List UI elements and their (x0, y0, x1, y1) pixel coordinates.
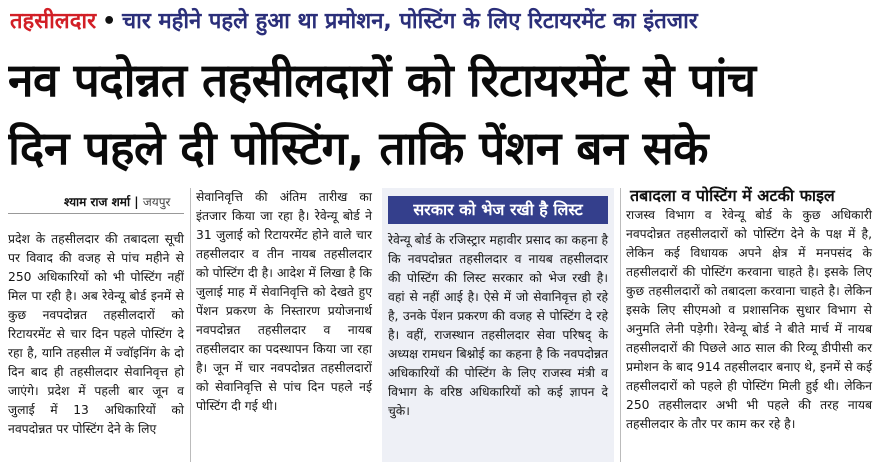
kicker (10, 4, 876, 40)
column-divider (190, 188, 191, 462)
dateline-city: जयपुर (142, 195, 171, 209)
byline-separator: | (134, 195, 139, 209)
byline-divider (8, 213, 184, 214)
column-2-text: सेवानिवृत्ति की अंतिम तारीख का इंतजार किया जा रहा है। रेवेन्यू बोर्ड ने 31 जुलाई को रिटायरमेंट होने वाले चार तहसीलदार व तीन नायब तहसीलदार को पोस्टिंग दी है। आदेश में लिखा है कि जुलाई माह में सेवानिवृत्ति को देखते हुए पेंशन प्रकरण के निस्तारण प्रयोजनार्थ नवपदोन्नत तहसीलदार व नायब तहसीलदार का पदस्थापन किया जा रहा है। जून में चार नवपदोन्नत तहसीलदारों को सेवानिवृत्ति से पांच दिन पहले नई पोस्टिंग दी गई थी। (196, 190, 372, 413)
sidebar-box-title: सरकार को भेज रखी है लिस्ट (388, 196, 608, 224)
column-divider (620, 188, 621, 462)
section-tag: तहसीलदार (10, 9, 97, 34)
column-1-text: प्रदेश के तहसीलदार की तबादला सूची पर विवाद की वजह से पांच महीने से 250 अधिकारियों को भी पोस्टिंग नहीं मिल पा रही है। अब रेवेन्यू बोर्ड इनमें से कुछ नवपदोन्नत तहसीलदारों को रिटायरमेंट से चार दिन पहले पोस्टिंग दे रहा है, यानि तहसील में ज्वॉइनिंग के दो दिन बाद ही तहसीलदार सेवानिवृत्त हो जाएंगे। प्रदेश में पहली बार जून व जुलाई में 13 अधिकारियों को नवपदोन्नत पर पोस्टिंग देने के लिए (8, 232, 184, 436)
kicker-text: चार महीने पहले हुआ था प्रमोशन, पोस्टिंग के लिए रिटायरमेंट का इंतजार (122, 9, 698, 34)
column-4-text: राजस्व विभाग व रेवेन्यू बोर्ड के कुछ अधिकारी नवपदोन्नत तहसीलदारों को पोस्टिंग देने के पक्ष में है, लेकिन कई विधायक अपने क्षेत्र में मनपसंद के तहसीलदारों की पोस्टिंग करवाना चाहते है। इसके लिए कुछ तहसीलदारों को तबादला करवाना चाहते है। लेकिन इसके लिए सीएमओ व प्रशासनिक सुधार विभाग से अनुमति लेनी पड़ेगी। रेवेन्यू बोर्ड ने बीते मार्च में नायब तहसीलदारों की पिछले आठ साल की रिव्यू डीपीसी कर प्रमोशन के बाद 914 तहसीलदार बनाए थे, इनमें से कई तहसीलदारों को पहले ही पोस्टिंग मिली हुई थी। लेकिन 250 तहसीलदार अभी भी पहले की तरह नायब तहसीलदार के तौर पर काम कर रहे है। (626, 208, 872, 431)
sidebar-box-text: रेवेन्यू बोर्ड के रजिस्ट्रार महावीर प्रसाद का कहना है कि नवपदोन्नत तहसीलदार व नायब तहसीलदार की पोस्टिंग की लिस्ट सरकार को भेज रखी है। वहां से नहीं आई है। ऐसे में जो सेवानिवृत्त हो रहे है, उनके पेंशन प्रकरण की वजह से पोस्टिंग दे रहे है। वहीं, राजस्थान तहसीलदार सेवा परिषद् के अध्यक्ष रामधन बिश्नोई का कहना है कि नवपदोन्नत अधिकारियों की पोस्टिंग के लिए राजस्व मंत्री व विभाग के वरिष्ठ अधिकारियों को कई ज्ञापन दे चुके। (388, 233, 608, 418)
headline-line-2: दिन पहले दी पोस्टिंग, ताकि पेंशन बन सके (8, 121, 708, 175)
author-name: श्याम राज शर्मा (64, 195, 131, 209)
headline-line-1: नव पदोन्नत तहसीलदारों को रिटायरमेंट से पांच (8, 53, 756, 107)
byline (64, 193, 170, 210)
column-4-heading: तबादला व पोस्टिंग में अटकी फाइल (630, 186, 835, 205)
headline (8, 46, 876, 182)
kicker-bullet: • (102, 9, 117, 34)
